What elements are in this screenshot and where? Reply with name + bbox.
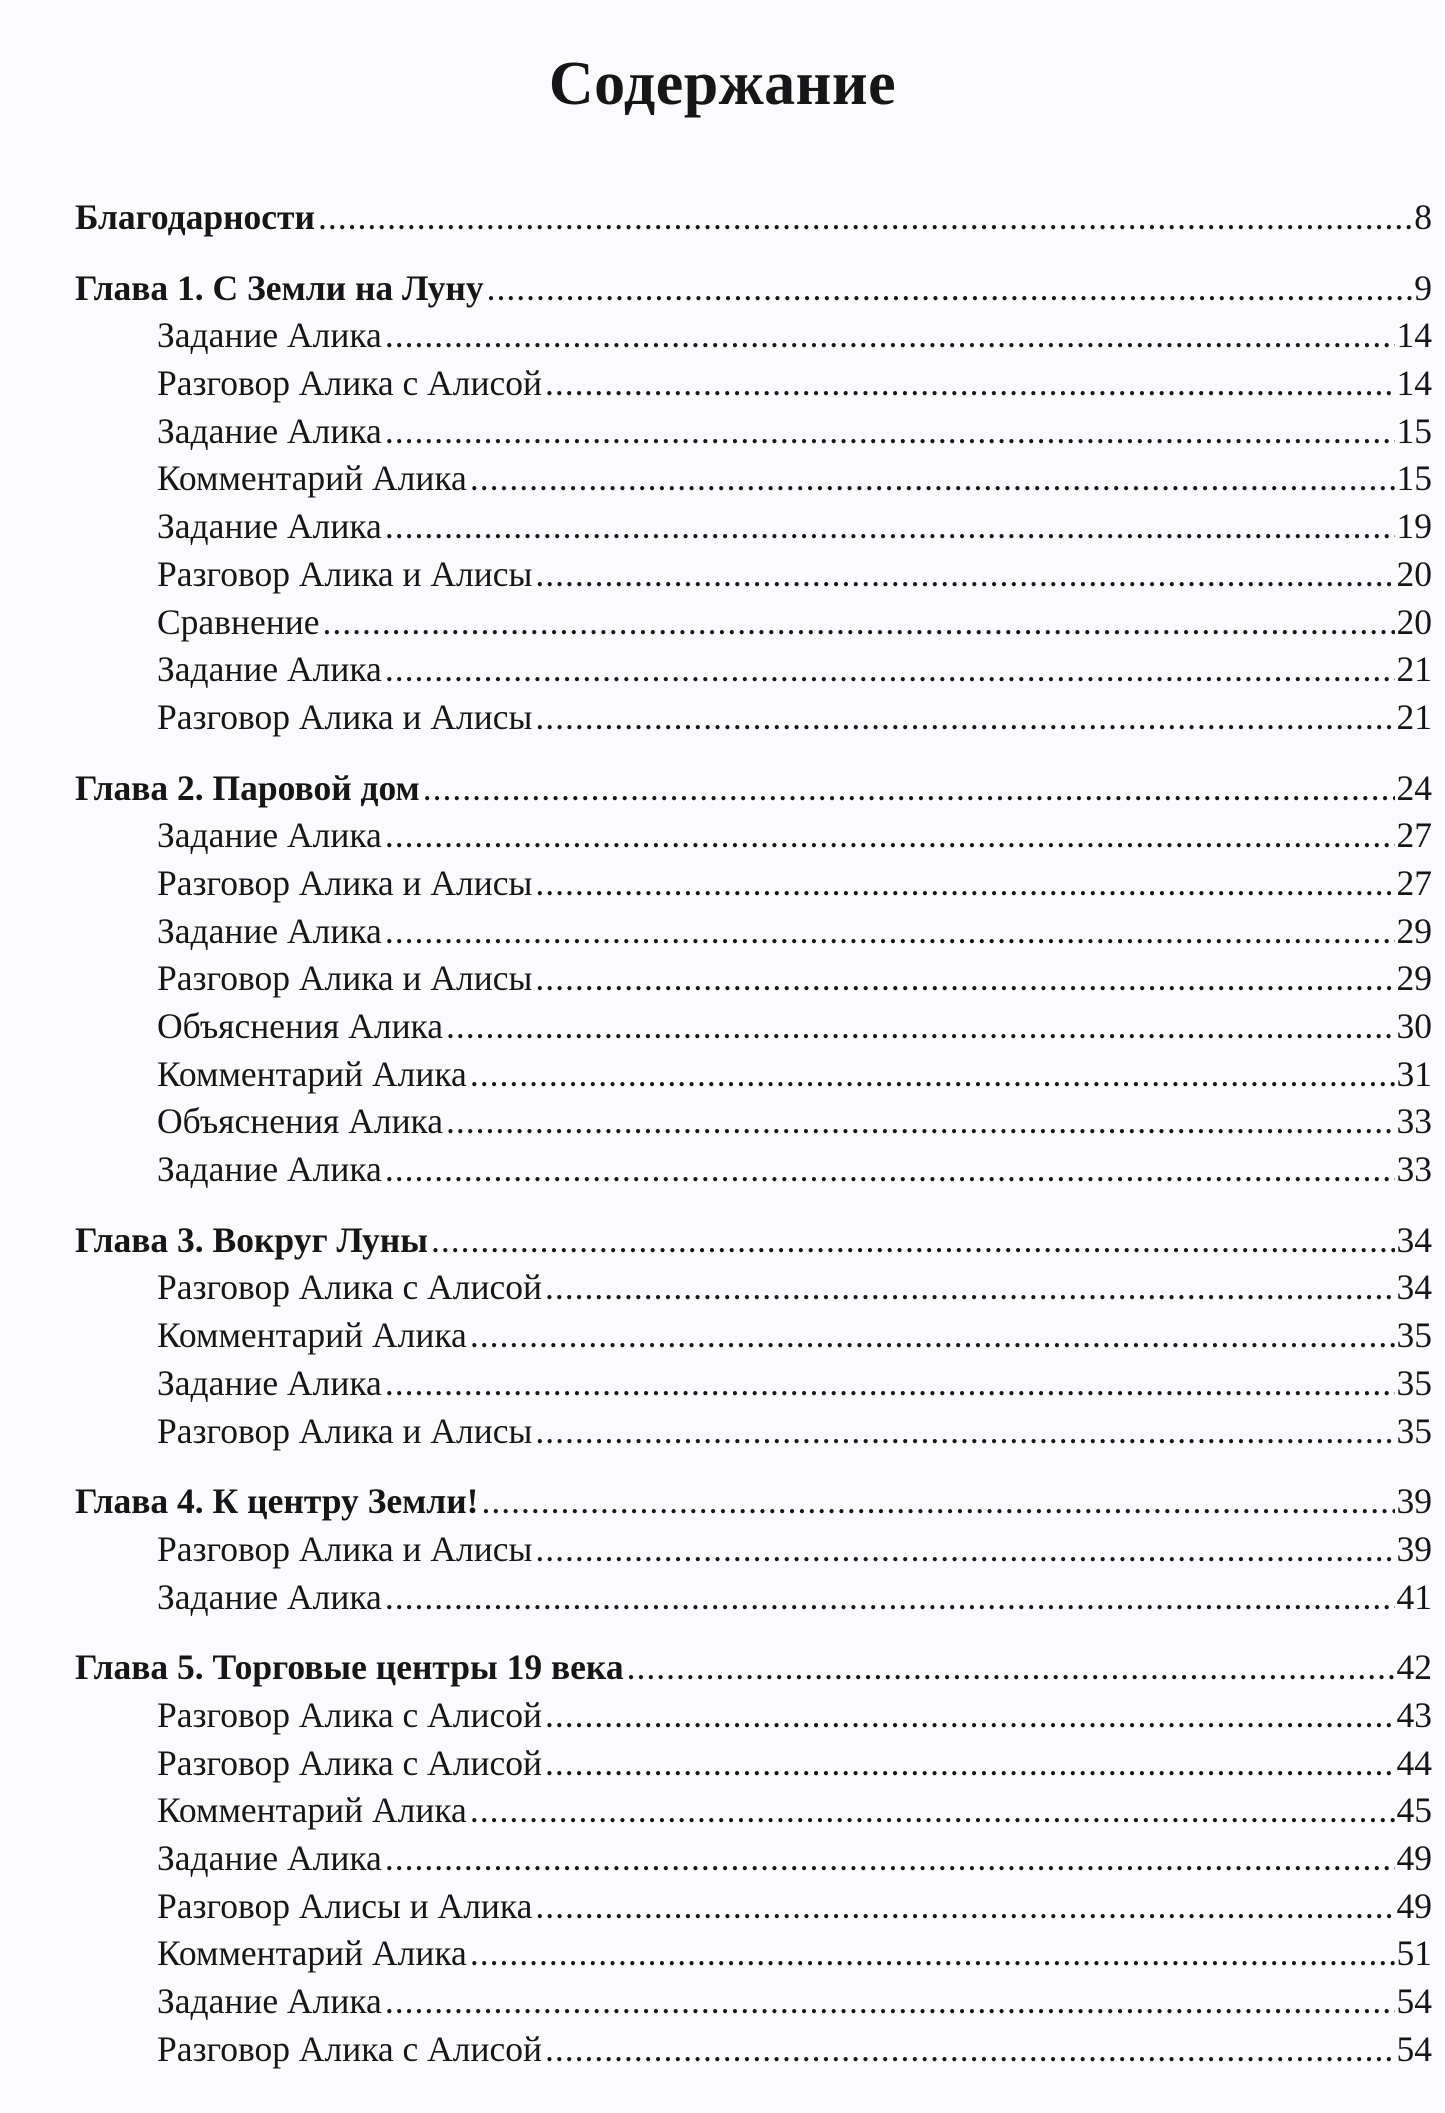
dot-leader: [385, 812, 1395, 860]
toc-subentry[interactable]: [75, 1360, 1432, 1408]
toc-subentry[interactable]: [75, 908, 1432, 956]
dot-leader: [385, 1146, 1395, 1194]
dot-leader: [446, 1098, 1394, 1146]
dot-leader: [385, 503, 1395, 551]
toc-entry-label: Объяснения Алика: [157, 1006, 444, 1046]
toc-entry-page-number: 41: [1396, 1576, 1432, 1617]
toc-entry-page-number: 42: [1396, 1647, 1432, 1688]
toc-entry-label: Разговор Алика и Алисы: [157, 862, 533, 903]
toc-entry-page-number: 19: [1396, 506, 1432, 547]
toc-entry-label: Разговор Алика с Алисой: [157, 1694, 543, 1735]
dot-leader: [385, 1835, 1395, 1883]
dot-leader: [545, 2026, 1394, 2074]
toc-subentry[interactable]: [75, 1787, 1432, 1835]
toc-entry-label: Задание Алика: [157, 1149, 382, 1190]
dot-leader: [385, 408, 1395, 456]
toc-entry-page-number: 51: [1396, 1933, 1432, 1974]
dot-leader: [385, 908, 1395, 956]
toc-subentry[interactable]: [75, 646, 1432, 694]
toc-subentry[interactable]: [75, 1835, 1432, 1883]
toc-entry-label: Комментарий Алика: [157, 458, 467, 499]
toc-entry-page-number: 45: [1396, 1790, 1432, 1831]
toc-section: [75, 265, 1432, 742]
toc-subentry[interactable]: [75, 1408, 1432, 1456]
toc-entry-label: Разговор Алика и Алисы: [157, 958, 533, 999]
toc-entry-page-number: 35: [1396, 1362, 1432, 1403]
toc-entry-page-number: 54: [1396, 1981, 1432, 2022]
toc-entry-page-number: 14: [1396, 315, 1432, 356]
toc-entry-page-number: 54: [1396, 2028, 1432, 2069]
toc-entry-label: Разговор Алика и Алисы: [157, 1410, 533, 1451]
toc-subentry[interactable]: [75, 503, 1432, 551]
toc-subentry[interactable]: [75, 599, 1432, 647]
toc-entry-page-number: 33: [1396, 1149, 1432, 1190]
dot-leader: [470, 1930, 1395, 1978]
toc-entry-page-number: 49: [1396, 1885, 1432, 1926]
toc-chapter-entry[interactable]: [75, 1644, 1432, 1692]
toc-section: [75, 1478, 1432, 1621]
toc-entry-label: Разговор Алика и Алисы: [157, 1528, 533, 1569]
toc-subentry[interactable]: [75, 360, 1432, 408]
toc-entry-page-number: 34: [1396, 1267, 1432, 1308]
toc-subentry[interactable]: [75, 1740, 1432, 1788]
toc-entry-label: Глава 1. С Земли на Луну: [75, 267, 484, 308]
dot-leader: [318, 194, 1412, 242]
toc-entry-page-number: 21: [1396, 649, 1432, 690]
toc-entry-label: Задание Алика: [157, 649, 382, 690]
toc-entry-label: Разговор Алисы и Алика: [157, 1885, 533, 1926]
dot-leader: [470, 455, 1395, 503]
toc-entry-page-number: 39: [1396, 1528, 1432, 1569]
toc-entry-label: Разговор Алика и Алисы: [157, 696, 533, 737]
toc-entry-page-number: 14: [1396, 363, 1432, 404]
toc-entry-label: Разговор Алика с Алисой: [157, 2028, 543, 2069]
toc-entry-label: Задание Алика: [157, 315, 382, 356]
dot-leader: [446, 1003, 1394, 1051]
toc-chapter-entry[interactable]: [75, 194, 1432, 242]
toc-entry-label: Комментарий Алика: [157, 1315, 467, 1356]
toc-subentry[interactable]: [75, 1264, 1432, 1312]
toc-entry-label: Сравнение: [157, 601, 320, 642]
toc-subentry[interactable]: [75, 1692, 1432, 1740]
toc-chapter-entry[interactable]: [75, 1217, 1432, 1265]
toc-entry-page-number: 39: [1396, 1481, 1432, 1522]
dot-leader: [535, 694, 1394, 742]
dot-leader: [385, 1360, 1395, 1408]
toc-entry-label: Задание Алика: [157, 1838, 382, 1878]
toc-subentry[interactable]: [75, 1098, 1432, 1146]
dot-leader: [535, 551, 1394, 599]
toc-entry-label: Разговор Алика с Алисой: [157, 1267, 543, 1308]
toc-entry-page-number: 35: [1396, 1315, 1432, 1356]
toc-entry-label: Глава 5. Торговые центры 19 века: [75, 1647, 624, 1688]
toc-entry-label: Объяснения Алика: [157, 1101, 444, 1142]
toc-chapter-entry[interactable]: [75, 1478, 1432, 1526]
toc-entry-label: Задание Алика: [157, 506, 382, 547]
toc-entry-label: Задание Алика: [157, 1981, 382, 2022]
toc-entry-label: Задание Алика: [157, 1362, 382, 1403]
dot-leader: [481, 1478, 1394, 1526]
dot-leader: [535, 1883, 1394, 1931]
toc-entry-page-number: 27: [1396, 815, 1432, 856]
dot-leader: [385, 312, 1395, 360]
toc-section: [75, 194, 1432, 242]
toc-chapter-entry[interactable]: [75, 265, 1432, 313]
dot-leader: [423, 765, 1395, 813]
toc-subentry[interactable]: [75, 694, 1432, 742]
dot-leader: [385, 1574, 1395, 1622]
dot-leader: [627, 1644, 1395, 1692]
toc-entry-page-number: 15: [1396, 458, 1432, 499]
dot-leader: [322, 599, 1394, 647]
toc-entry-page-number: 33: [1396, 1101, 1432, 1142]
toc-entry-label: Разговор Алика с Алисой: [157, 1742, 543, 1783]
toc-entry-page-number: 21: [1396, 696, 1432, 737]
toc-subentry[interactable]: [75, 1312, 1432, 1360]
dot-leader: [470, 1787, 1395, 1835]
dot-leader: [535, 955, 1394, 1003]
toc-chapter-entry[interactable]: [75, 765, 1432, 813]
toc-entry-label: Задание Алика: [157, 910, 382, 951]
toc-section: [75, 765, 1432, 1194]
toc-entry-page-number: 43: [1396, 1694, 1432, 1735]
toc-entry-page-number: 9: [1414, 267, 1432, 308]
dot-leader: [470, 1051, 1395, 1099]
toc-entry-label: Задание Алика: [157, 815, 382, 856]
table-of-contents: [75, 194, 1432, 2073]
dot-leader: [545, 1692, 1394, 1740]
toc-subentry[interactable]: [75, 1574, 1432, 1622]
toc-subentry[interactable]: [75, 1146, 1432, 1194]
dot-leader: [385, 1978, 1395, 2026]
toc-subentry[interactable]: [75, 1930, 1432, 1978]
toc-entry-label: Глава 3. Вокруг Луны: [75, 1219, 428, 1260]
dot-leader: [545, 360, 1394, 408]
toc-subentry[interactable]: [75, 408, 1432, 456]
dot-leader: [470, 1312, 1395, 1360]
toc-entry-page-number: 31: [1396, 1053, 1432, 1094]
toc-entry-label: Задание Алика: [157, 1576, 382, 1617]
toc-entry-page-number: 44: [1396, 1742, 1432, 1783]
toc-subentry[interactable]: [75, 312, 1432, 360]
toc-entry-label: Задание Алика: [157, 410, 382, 451]
toc-subentry[interactable]: [75, 1526, 1432, 1574]
toc-subentry[interactable]: [75, 551, 1432, 599]
toc-subentry[interactable]: [75, 955, 1432, 1003]
toc-entry-label: Комментарий Алика: [157, 1933, 467, 1974]
toc-entry-page-number: 20: [1396, 553, 1432, 594]
toc-subentry[interactable]: [75, 1051, 1432, 1099]
toc-entry-page-number: 8: [1414, 197, 1432, 237]
toc-subentry[interactable]: [75, 860, 1432, 908]
dot-leader: [535, 1526, 1394, 1574]
dot-leader: [385, 646, 1395, 694]
dot-leader: [535, 860, 1394, 908]
toc-entry-label: Комментарий Алика: [157, 1053, 467, 1094]
dot-leader: [545, 1740, 1394, 1788]
toc-subentry[interactable]: [75, 455, 1432, 503]
page-title: Содержание: [548, 50, 897, 118]
toc-entry-label: Разговор Алика и Алисы: [157, 553, 533, 594]
toc-entry-page-number: 35: [1396, 1410, 1432, 1451]
dot-leader: [545, 1264, 1394, 1312]
toc-entry-page-number: 30: [1396, 1006, 1432, 1046]
toc-entry-label: Разговор Алика с Алисой: [157, 363, 543, 404]
toc-subentry[interactable]: [75, 1003, 1432, 1051]
toc-entry-label: Глава 2. Паровой дом: [75, 767, 420, 808]
dot-leader: [535, 1408, 1394, 1456]
toc-subentry[interactable]: [75, 1883, 1432, 1931]
toc-entry-page-number: 49: [1396, 1838, 1432, 1878]
toc-section: [75, 1217, 1432, 1455]
dot-leader: [487, 265, 1413, 313]
toc-subentry[interactable]: [75, 2026, 1432, 2074]
toc-entry-page-number: 15: [1396, 410, 1432, 451]
toc-entry-page-number: 27: [1396, 862, 1432, 903]
toc-entry-label: Глава 4. К центру Земли!: [75, 1481, 479, 1522]
toc-entry-label: Комментарий Алика: [157, 1790, 467, 1831]
toc-subentry[interactable]: [75, 812, 1432, 860]
toc-entry-label: Благодарности: [75, 197, 315, 237]
dot-leader: [431, 1217, 1395, 1265]
toc-section: [75, 1644, 1432, 2073]
toc-subentry[interactable]: [75, 1978, 1432, 2026]
toc-entry-page-number: 24: [1396, 767, 1432, 808]
toc-entry-page-number: 29: [1396, 910, 1432, 951]
toc-entry-page-number: 29: [1396, 958, 1432, 999]
toc-entry-page-number: 20: [1396, 601, 1432, 642]
toc-entry-page-number: 34: [1396, 1219, 1432, 1260]
